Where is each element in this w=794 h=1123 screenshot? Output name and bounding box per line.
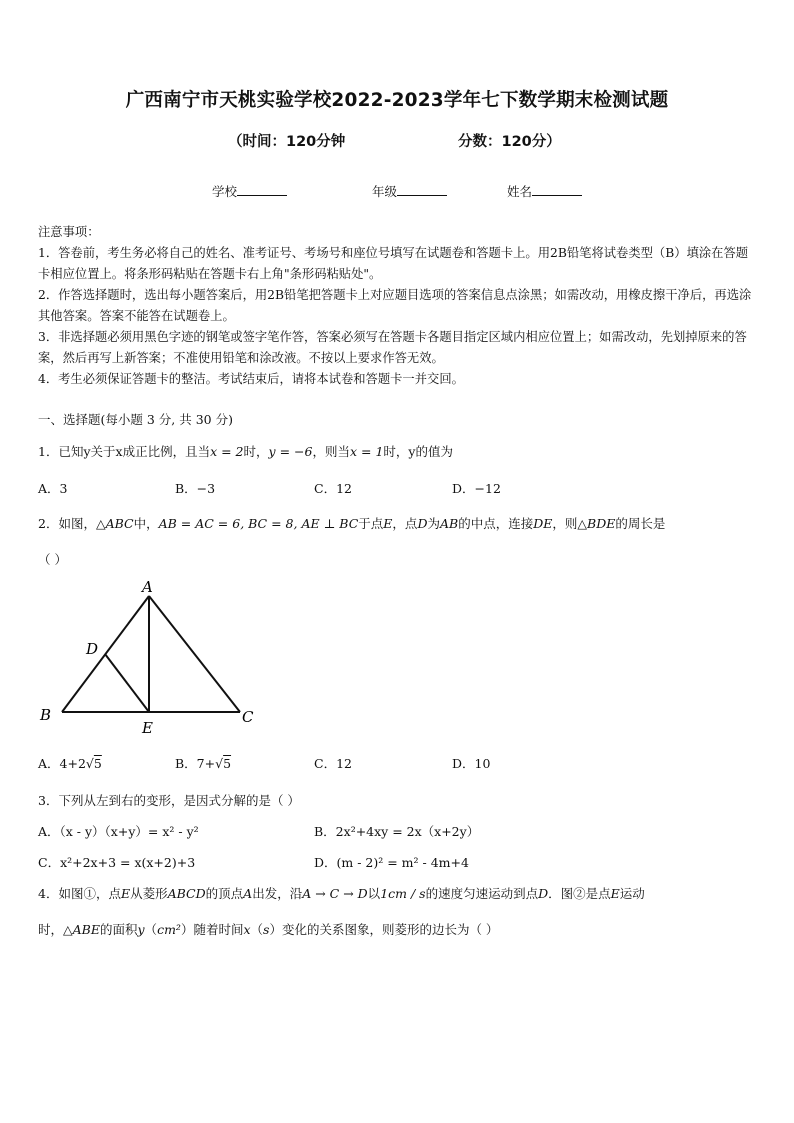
notice-item-4: 4．考生必须保证答题卡的整洁。考试结束后，请将本试卷和答题卡一并交回。 (38, 372, 464, 386)
q1-text-2: 时， (243, 444, 269, 459)
q2-option-a-root: 5 (93, 756, 102, 771)
school-label: 学校 (212, 184, 238, 199)
segment-de (105, 654, 149, 712)
q4-math-3: A (243, 886, 253, 901)
q2-math-5: AB (439, 516, 459, 531)
q1-option-c: C．12 (314, 481, 352, 496)
q3-option-b: B．2x²+4xy = 2x（x+2y） (314, 824, 480, 839)
q3-option-a: A．（x - y）（x+y）= x² - y² (38, 824, 199, 839)
q2-math-6: DE (533, 516, 553, 531)
q1-text-4: 时，y的值为 (383, 444, 453, 459)
q4-text-1: 4．如图①，点 (38, 886, 121, 901)
q2-text-3: 于点 (358, 516, 384, 531)
label-b: B (40, 706, 52, 724)
q4-text-12: ）随着时间 (180, 922, 244, 937)
q4-text-11: （ (144, 922, 158, 937)
question-4-stem-line-2 (38, 920, 498, 938)
q3-option-c: C．x²+2x+3 = x(x+2)+3 (38, 855, 196, 870)
triangle-figure (36, 576, 266, 738)
q4-math-6: D (538, 886, 549, 901)
q4-math-5: 1cm / s (380, 886, 426, 901)
q4-text-13: （ (250, 922, 264, 937)
q4-text-14: ）变化的关系图象，则菱形的边长为（ ） (269, 922, 499, 937)
exam-title: 广西南宁市天桃实验学校2022-2023学年七下数学期末检测试题 (125, 90, 669, 111)
q4-math-10: cm² (157, 922, 181, 937)
q1-option-a: A．3 (38, 481, 68, 496)
q2-text-2: 中， (133, 516, 159, 531)
q2-text-1: 2．如图， (38, 516, 96, 531)
q2-text-4: ，点 (392, 516, 418, 531)
q2-text-8: 的周长是 (615, 516, 666, 531)
q2-option-b-root: 5 (223, 756, 232, 771)
label-d: D (86, 640, 99, 658)
name-label: 姓名 (507, 184, 533, 199)
q4-text-4: 出发，沿 (252, 886, 303, 901)
segment-ac (149, 596, 240, 712)
q4-math-1: E (120, 886, 131, 901)
q3-option-d: D．(m - 2)² = m² - 4m+4 (314, 855, 469, 870)
q2-option-c: C．12 (314, 756, 352, 771)
q1-text-3: ，则当 (312, 444, 350, 459)
exam-time: （时间：120分钟 (228, 134, 346, 150)
q2-math-7: △BDE (577, 516, 616, 531)
grade-label: 年级 (372, 184, 398, 199)
notice-item-1: 1．答卷前，考生务必将自己的姓名、准考证号、考场号和座位号填写在试题卷和答题卡上。用2B铅笔将试卷类型（B）填涂在答题卡相应位置上。将条形码粘贴在答题卡右上角"条形码粘贴处"。 (38, 246, 749, 281)
question-2-stem (38, 514, 665, 532)
q2-option-b: B．7+√5 (175, 756, 232, 771)
q1-text-1: 1．已知y关于x成正比例，且当 (38, 444, 211, 459)
q2-option-a: A．4+2√5 (38, 756, 102, 771)
q1-option-d: D．−12 (452, 481, 501, 496)
notice-item-2: 2．作答选择题时，选出每小题答案后，用2B铅笔把答题卡上对应题目选项的答案信息点涂黑；如需改动，用橡皮擦干净后，再选涂其他答案。答案不能答在试题卷上。 (38, 288, 752, 323)
q2-option-a-text: A．4+2 (38, 756, 86, 771)
q1-math-3: x = 1 (349, 444, 384, 459)
name-field (507, 182, 582, 200)
q4-text-8: 运动 (619, 886, 645, 901)
q4-text-10: 的面积 (99, 922, 138, 937)
q4-math-7: E (610, 886, 620, 901)
label-e: E (142, 719, 153, 737)
q2-answer-paren: （ ） (38, 552, 67, 567)
name-blank (532, 183, 582, 196)
section-heading: 一、选择题(每小题 3 分, 共 30 分) (38, 412, 233, 427)
q2-text-7: ，则 (552, 516, 578, 531)
grade-field (372, 182, 447, 200)
notice-block (38, 222, 758, 390)
q4-text-7: ．图②是点 (548, 886, 611, 901)
q4-text-6: 的速度匀速运动到点 (425, 886, 539, 901)
q2-text-5: 为 (427, 516, 440, 531)
question-1-stem (38, 442, 453, 460)
q4-math-12: s (263, 922, 270, 937)
q4-math-4: A → C → D (302, 886, 368, 901)
notice-heading: 注意事项： (38, 225, 100, 239)
q2-option-d: D．10 (452, 756, 491, 771)
q4-text-5: 以 (367, 886, 381, 901)
q4-math-8: △ABE (63, 922, 100, 937)
label-c: C (242, 708, 254, 726)
q2-option-b-text: B．7+ (175, 756, 216, 771)
q2-text-6: 的中点，连接 (458, 516, 534, 531)
notice-item-3: 3．非选择题必须用黑色字迹的钢笔或签字笔作答，答案必须写在答题卡各题目指定区域内相应位置上；如需改动，先划掉原来的答案，然后再写上新答案；不准使用铅笔和涂改液。不按以上要求作答无效。 (38, 330, 747, 365)
q4-math-11: x (243, 922, 251, 937)
q1-option-b: B．−3 (175, 481, 216, 496)
q2-math-2: AB = AC = 6, BC = 8, AE ⊥ BC (158, 516, 359, 531)
grade-blank (397, 183, 447, 196)
q4-math-9: y (137, 922, 145, 937)
q4-math-2: ABCD (167, 886, 206, 901)
q4-text-9: 时， (38, 922, 64, 937)
q4-text-2: 从菱形 (130, 886, 168, 901)
q1-math-2: y = −6 (268, 444, 313, 459)
q2-math-4: D (417, 516, 428, 531)
q2-math-3: E (383, 516, 393, 531)
question-4-stem-line-1 (38, 884, 645, 902)
q1-math-1: x = 2 (210, 444, 244, 459)
q2-math-1: △ABC (95, 516, 134, 531)
q4-text-3: 的顶点 (205, 886, 244, 901)
school-field (212, 182, 287, 200)
school-blank (237, 183, 287, 196)
question-3-stem: 3．下列从左到右的变形，是因式分解的是（ ） (38, 793, 300, 808)
exam-score: 分数：120分） (458, 134, 561, 150)
label-a: A (142, 578, 153, 596)
